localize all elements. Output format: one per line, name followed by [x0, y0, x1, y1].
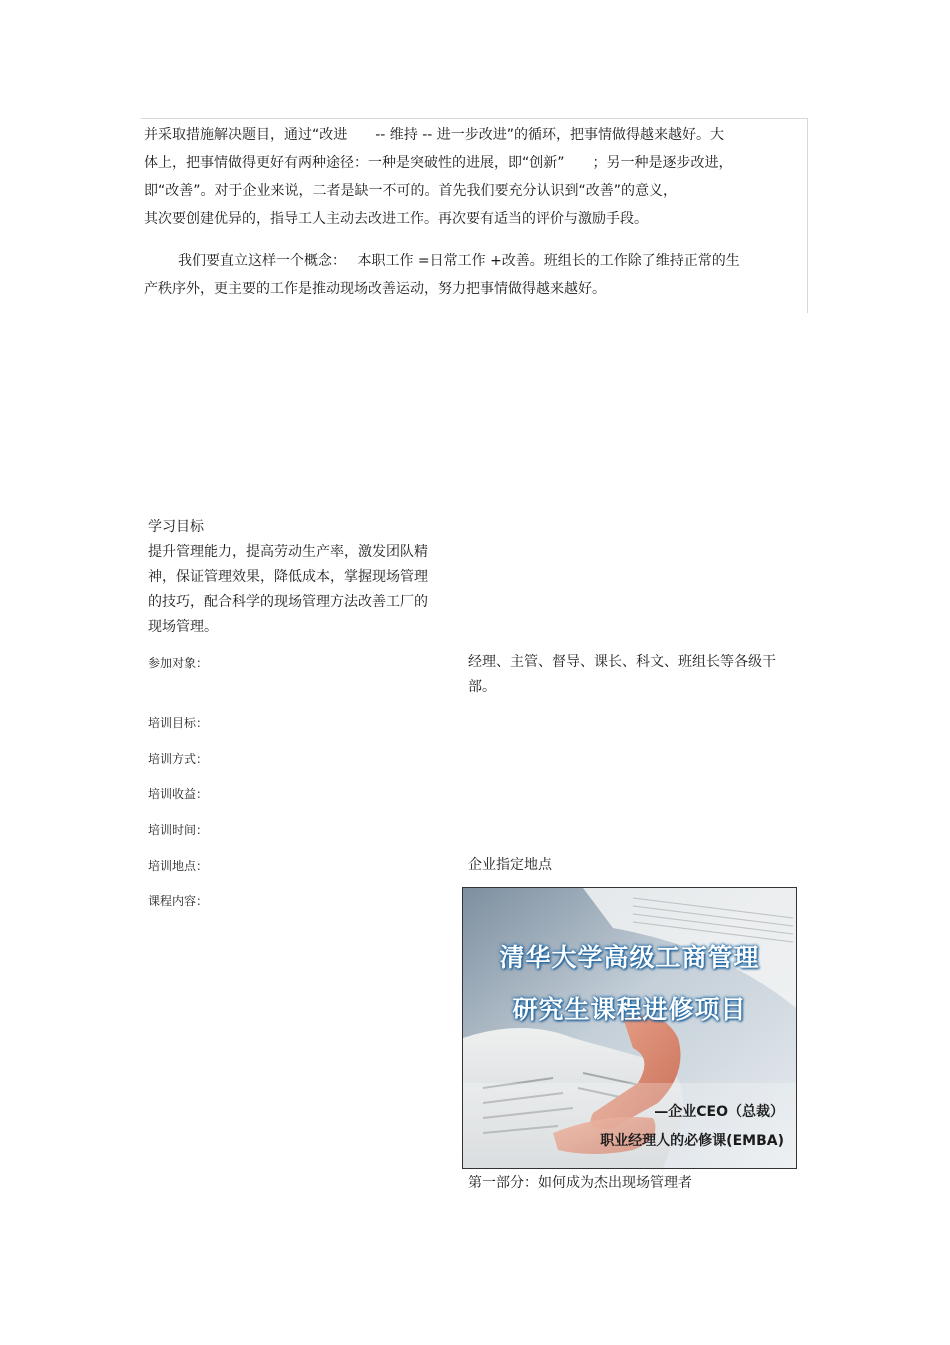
banner-subtitle-line-2: 职业经理人的必修课(EMBA) [600, 1133, 784, 1149]
objective-label: 培训目标： [148, 716, 209, 730]
banner-title-line-1: 清华大学高级工商管理 [499, 943, 760, 972]
benefit-label: 培训收益： [148, 787, 209, 801]
part-one-title: 第一部分：如何成为杰出现场管理者 [468, 1175, 692, 1191]
learning-goal-section [148, 515, 428, 640]
location-label: 培训地点： [148, 859, 209, 873]
intro-line-2: 体上，把事情做得更好有两种途径：一种是突破性的进展，即“创新” ；另一种是逐步改进， [144, 155, 733, 171]
time-label: 培训时间： [148, 823, 209, 837]
learning-goal-title: 学习目标 [148, 519, 204, 535]
banner-graphic [463, 888, 796, 1168]
emba-banner-image [462, 887, 797, 1169]
participants-label: 参加对象： [148, 656, 209, 670]
banner-title-line-2: 研究生课程进修项目 [512, 995, 747, 1024]
banner-subtitle-line-1: —企业CEO（总裁） [654, 1104, 784, 1120]
intro-line-1: 并采取措施解决题目，通过“改进 -- 维持 -- 进一步改进”的循环，把事情做得越来越好。大 [144, 127, 725, 143]
intro-text-box [141, 118, 808, 313]
location-value: 企业指定地点 [468, 857, 552, 873]
method-label: 培训方式： [148, 752, 209, 766]
concept-line-1: 我们要直立这样一个概念： 本职工作 =日常工作 +改善。班组长的工作除了维持正常的生 [178, 253, 740, 269]
intro-line-4: 其次要创建优异的，指导工人主动去改进工作。再次要有适当的评价与激励手段。 [144, 211, 648, 227]
participants-value: 经理、主管、督导、课长、科文、班组长等各级干部。 [468, 654, 776, 695]
intro-paragraph [141, 119, 807, 233]
concept-paragraph [141, 247, 807, 303]
content-label: 课程内容： [148, 894, 209, 908]
intro-line-3: 即“改善”。对于企业来说，二者是缺一不可的。首先我们要充分认识到“改善”的意义， [144, 183, 678, 199]
learning-goal-body: 提升管理能力，提高劳动生产率，激发团队精神，保证管理效果，降低成本，掌握现场管理的技巧，配合科学的现场管理方法改善工厂的现场管理。 [148, 544, 428, 635]
concept-line-2: 产秩序外，更主要的工作是推动现场改善运动，努力把事情做得越来越好。 [144, 281, 606, 297]
